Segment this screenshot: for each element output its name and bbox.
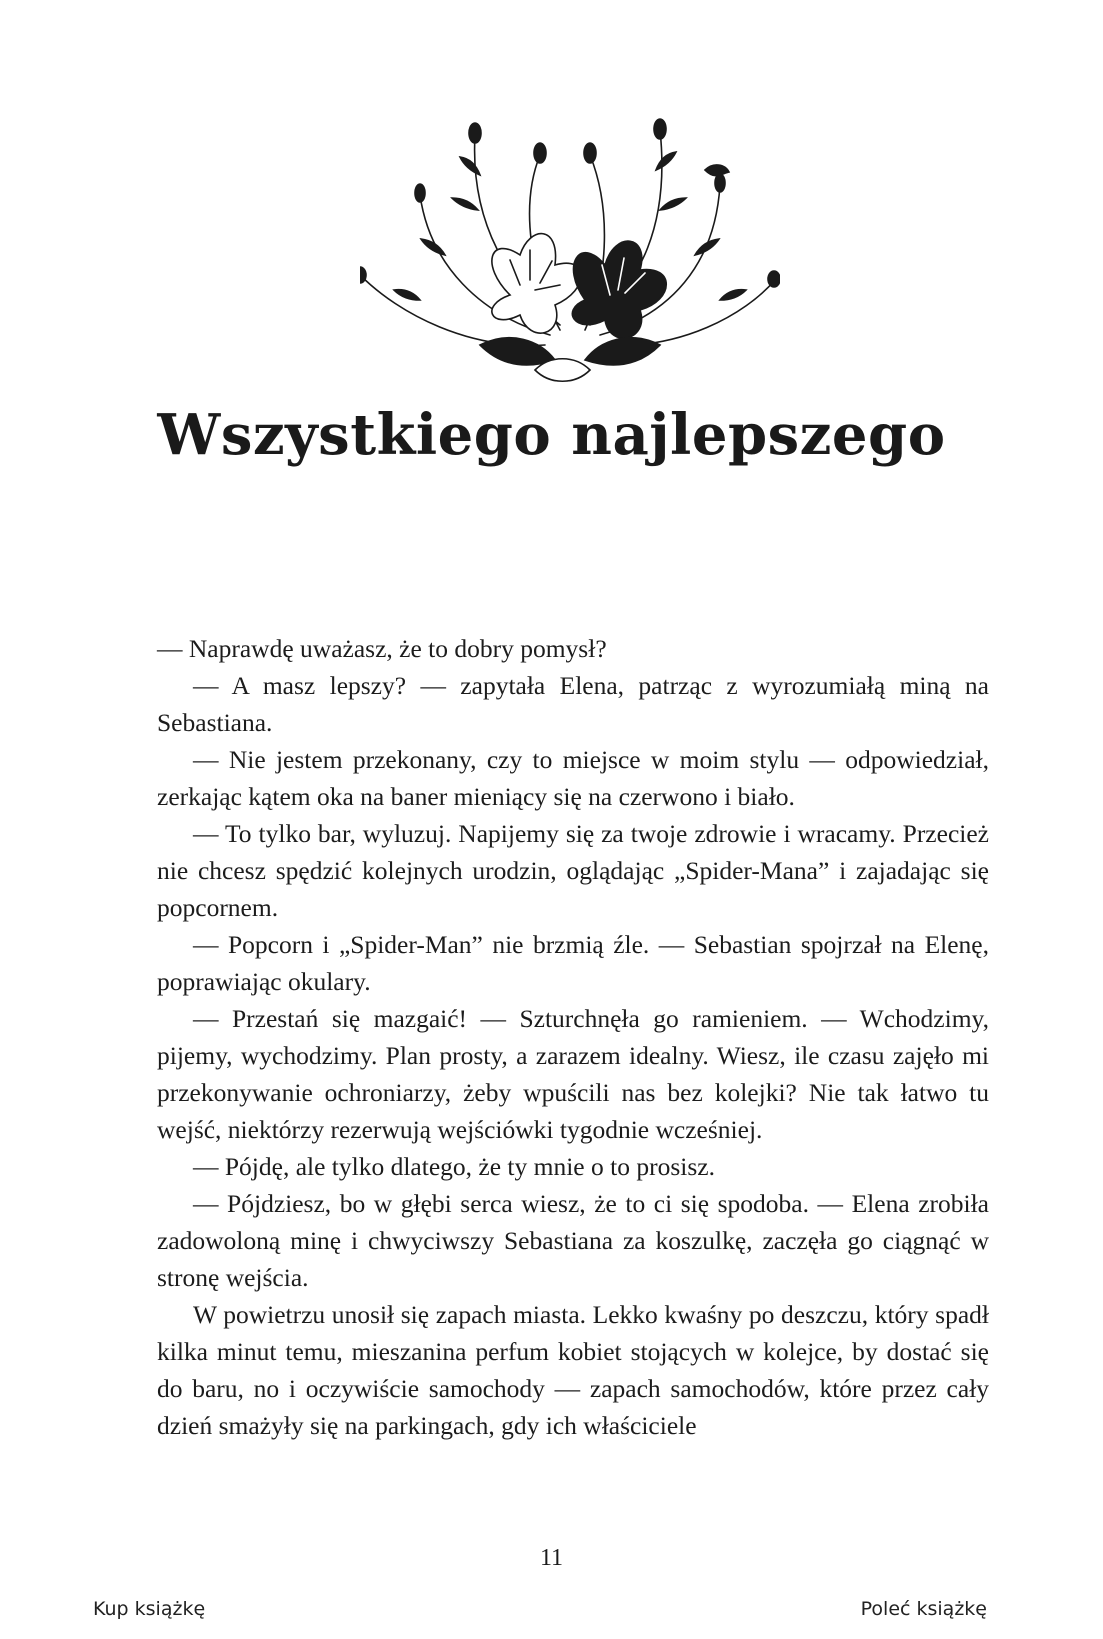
paragraph: — A masz lepszy? — zapytała Elena, patrząc z wyrozumiałą miną na Sebastiana.: [157, 671, 989, 737]
paragraph: — Popcorn i „Spider-Man” nie brzmią źle. — Sebastian spojrzał na Elenę, poprawiając okulary.: [157, 930, 989, 996]
recommend-book-link[interactable]: Poleć książkę: [860, 1598, 987, 1620]
buy-book-link[interactable]: Kup książkę: [93, 1598, 206, 1620]
chapter-title: Wszystkiego najlepszego: [157, 402, 946, 468]
paragraph: — Przestań się mazgaić! — Szturchnęła go ramieniem. — Wchodzimy, pijemy, wychodzimy. Plan prosty, a zarazem idealny. Wiesz, ile czasu zajęło mi przekonywanie ochroniarzy, żeby wpuścili nas bez kolejki? Nie tak łatwo tu wejść, niektórzy rezerwują wejściówki tygodnie wcześniej.: [157, 1004, 989, 1144]
paragraph: — To tylko bar, wyluzuj. Napijemy się za twoje zdrowie i wracamy. Przecież nie chcesz spędzić kolejnych urodzin, oglądając „Spider-Mana” i zajadając się popcornem.: [157, 819, 989, 922]
paragraph: — Naprawdę uważasz, że to dobry pomysł?: [157, 634, 607, 663]
page-number: 11: [539, 1545, 564, 1571]
paragraph: W powietrzu unosił się zapach miasta. Lekko kwaśny po deszczu, który spadł kilka minut temu, mieszanina perfum kobiet stojących w kolejce, by dostać się do baru, no i oczywiście samochody — zapach samochodów, które przez cały dzień smażyły się na parkingach, gdy ich właściciele: [157, 1300, 989, 1440]
floral-lily-wreath-icon: [360, 115, 780, 395]
chapter-body: [157, 630, 989, 1444]
paragraph: — Pójdę, ale tylko dlatego, że ty mnie o to prosisz.: [193, 1152, 715, 1181]
paragraph: — Nie jestem przekonany, czy to miejsce w moim stylu — odpowiedział, zerkając kątem oka na baner mieniący się na czerwono i biało.: [157, 745, 989, 811]
paragraph: — Pójdziesz, bo w głębi serca wiesz, że to ci się spodoba. — Elena zrobiła zadowoloną minę i chwyciwszy Sebastiana za koszulkę, zaczęła go ciągnąć w stronę wejścia.: [157, 1189, 989, 1292]
